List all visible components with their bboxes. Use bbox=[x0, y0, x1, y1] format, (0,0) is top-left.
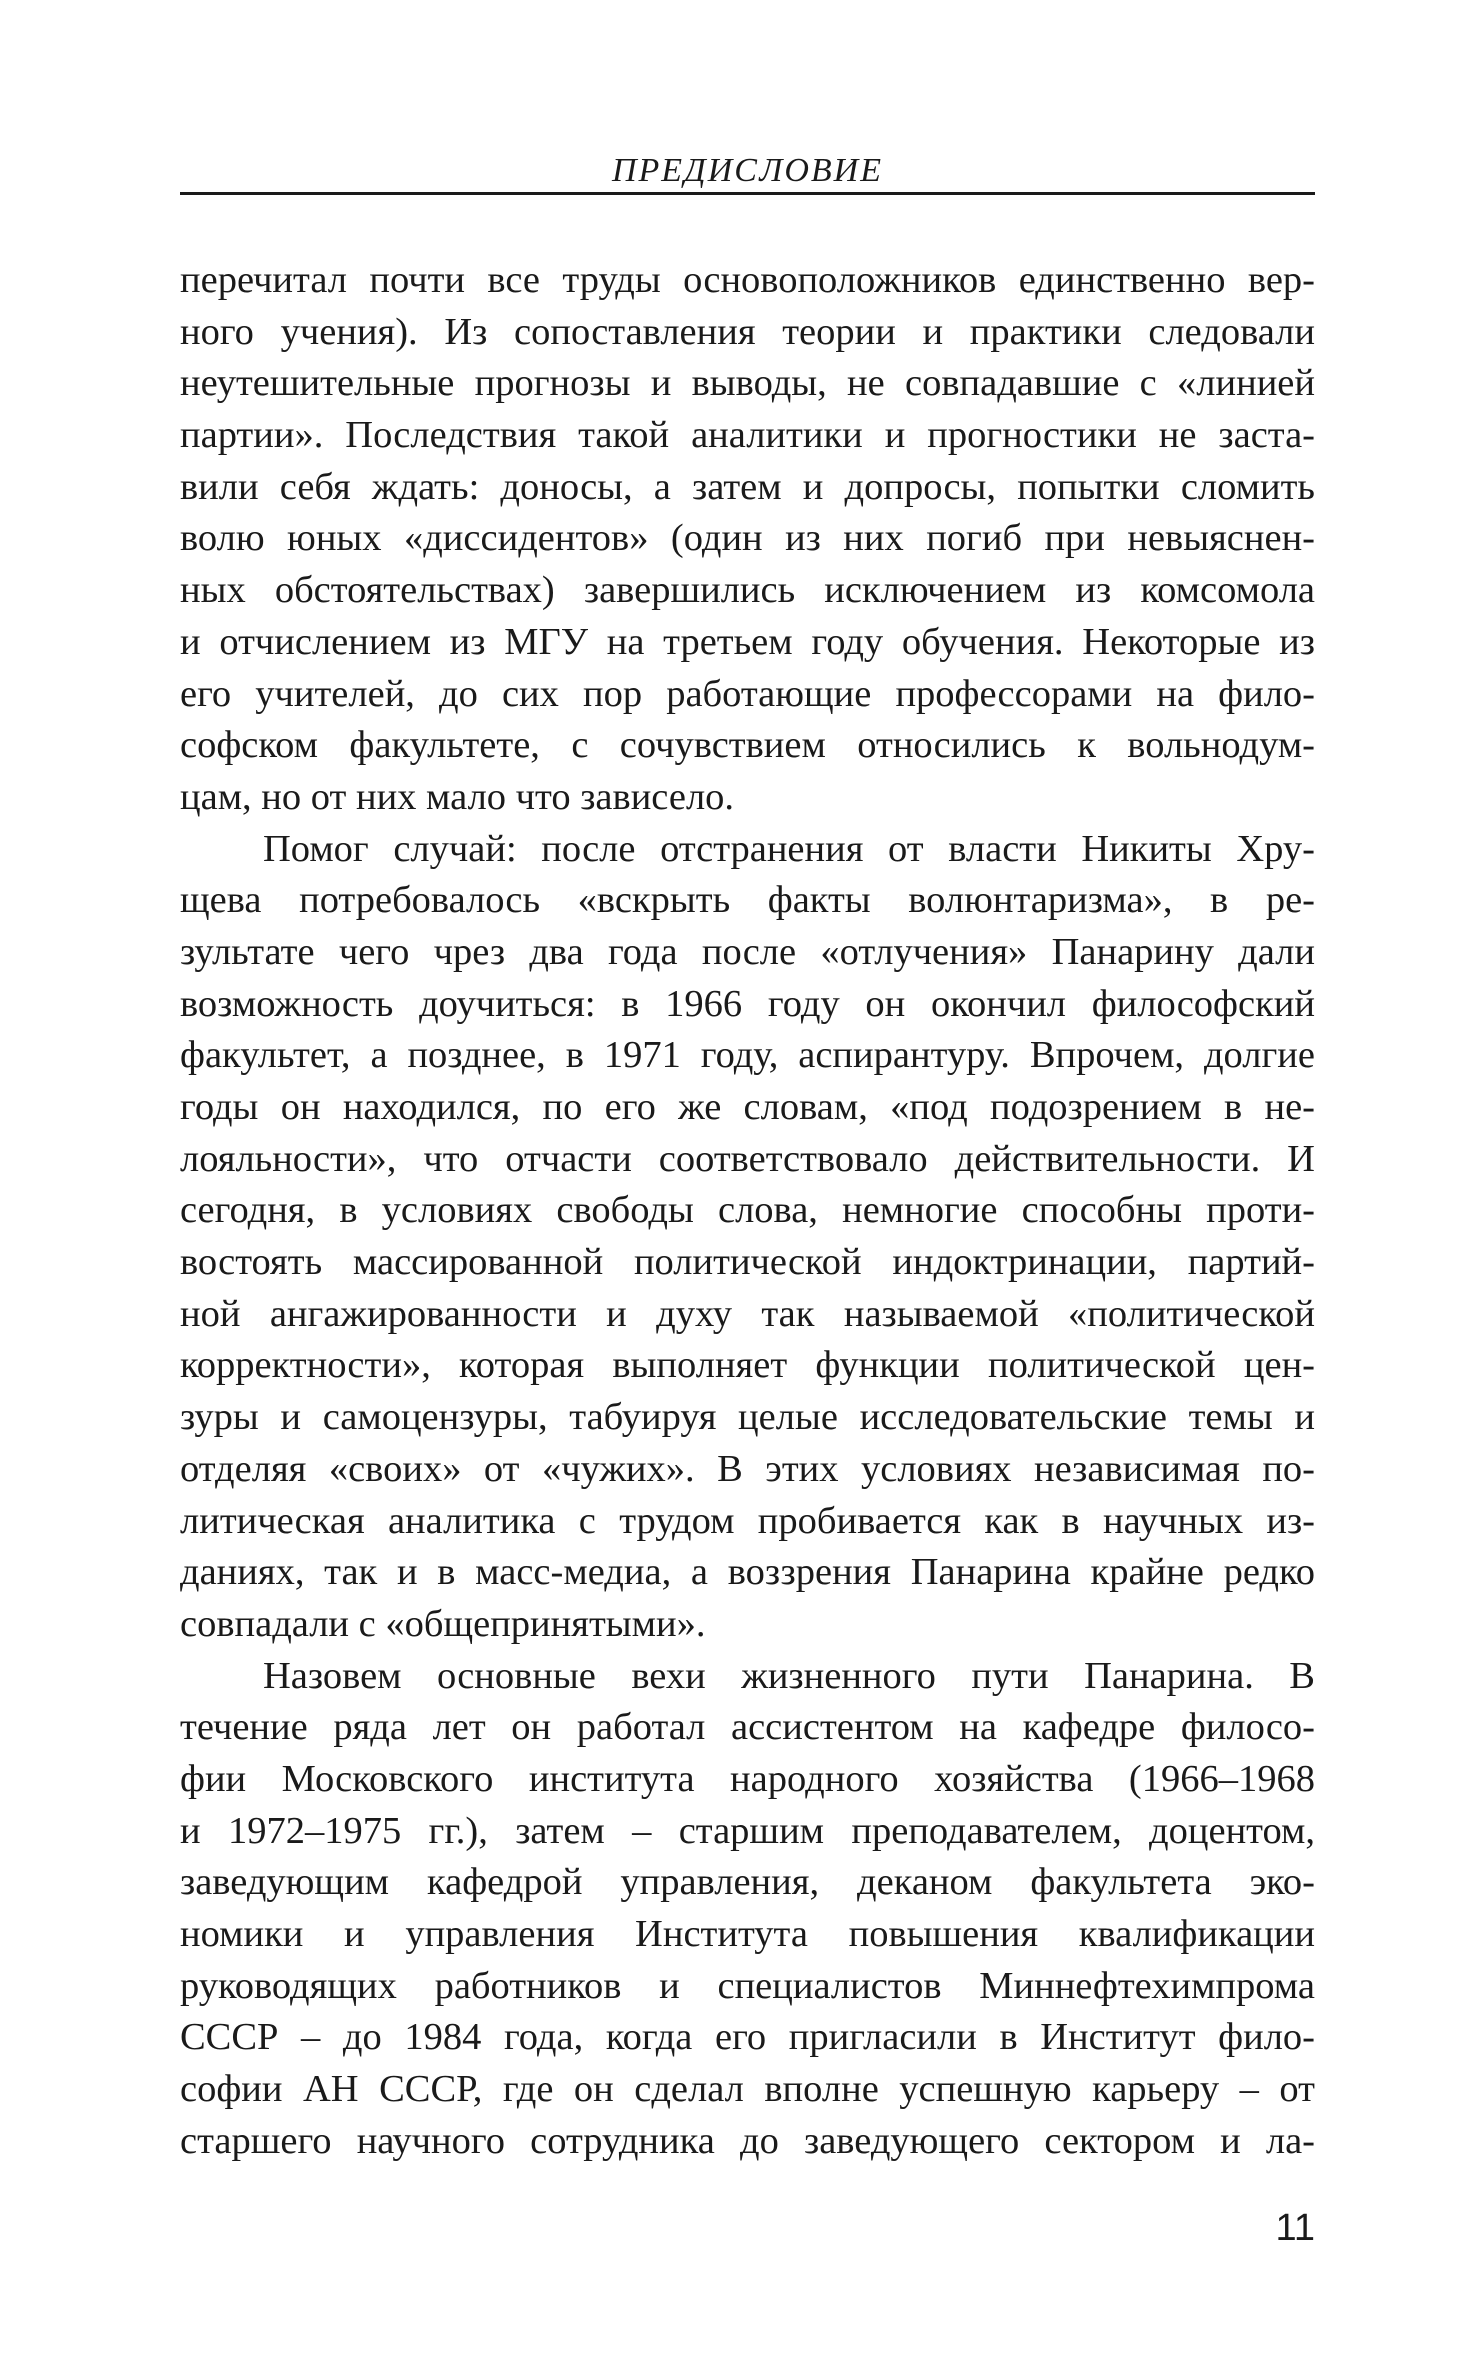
text-line: корректности», которая выполняет функции политической цен- bbox=[180, 1344, 1315, 1387]
text-line: вили себя ждать: доносы, а затем и допросы, попытки сломить bbox=[180, 465, 1315, 508]
text-line: зуры и самоцензуры, табуируя целые исследовательские темы и bbox=[180, 1396, 1315, 1439]
text-line: ной ангажированности и духу так называемой «политической bbox=[180, 1292, 1315, 1335]
text-line: Помог случай: после отстранения от власти Никиты Хру- bbox=[263, 827, 1315, 870]
text-line: сегодня, в условиях свободы слова, немногие способны проти- bbox=[180, 1189, 1315, 1232]
text-line: зультате чего чрез два года после «отлучения» Панарину дали bbox=[180, 930, 1315, 973]
text-line: неутешительные прогнозы и выводы, не совпадавшие с «линией bbox=[180, 362, 1315, 405]
text-line: ных обстоятельствах) завершились исключением из комсомола bbox=[180, 569, 1315, 612]
text-line: ного учения). Из сопоставления теории и практики следовали bbox=[180, 310, 1315, 353]
text-line: и отчислением из МГУ на третьем году обучения. Некоторые из bbox=[180, 620, 1315, 663]
text-line: заведующим кафедрой управления, деканом факультета эко- bbox=[180, 1861, 1315, 1904]
text-line: софском факультете, с сочувствием относились к вольнодум- bbox=[180, 724, 1315, 767]
text-line: годы он находился, по его же словам, «под подозрением в не- bbox=[180, 1086, 1315, 1128]
text-line: номики и управления Института повышения квалификации bbox=[180, 1913, 1315, 1955]
text-line: руководящих работников и специалистов Миннефтехимпрома bbox=[180, 1964, 1315, 2007]
paragraph-3 bbox=[180, 1651, 1315, 2168]
text-line: даниях, так и в масс-медиа, а воззрения Панарина крайне редко bbox=[180, 1551, 1315, 1594]
text-line: щева потребовалось «вскрыть факты волюнтаризма», в ре- bbox=[180, 879, 1315, 922]
paragraph-1 bbox=[180, 255, 1315, 824]
text-line: отделяя «своих» от «чужих». В этих условиях независимая по- bbox=[180, 1447, 1315, 1490]
text-line: совпадали с «общепринятыми». bbox=[180, 1602, 706, 1645]
text-line: партии». Последствия такой аналитики и прогностики не заста- bbox=[180, 414, 1315, 457]
text-line: Назовем основные вехи жизненного пути Панарина. В bbox=[263, 1654, 1315, 1697]
text-line: перечитал почти все труды основоположников единственно вер- bbox=[180, 259, 1315, 301]
text-line: цам, но от них мало что зависело. bbox=[180, 775, 735, 818]
text-line: фии Московского института народного хозяйства (1966–1968 bbox=[180, 1757, 1315, 1800]
text-line: СССР – до 1984 года, когда его пригласили в Институт фило- bbox=[180, 2016, 1315, 2059]
text-line: софии АН СССР, где он сделал вполне успешную карьеру – от bbox=[180, 2068, 1315, 2111]
text-line: лояльности», что отчасти соответствовало действительности. И bbox=[180, 1137, 1315, 1180]
text-line: возможность доучиться: в 1966 году он окончил философский bbox=[180, 982, 1315, 1025]
page-number: 11 bbox=[1275, 2207, 1315, 2249]
text-line: течение ряда лет он работал ассистентом на кафедре филосо- bbox=[180, 1706, 1315, 1749]
text-line: старшего научного сотрудника до заведующего сектором и ла- bbox=[180, 2119, 1315, 2162]
text-line: литическая аналитика с трудом пробивается как в научных из- bbox=[180, 1499, 1315, 1542]
text-line: и 1972–1975 гг.), затем – старшим преподавателем, доцентом, bbox=[180, 1809, 1315, 1852]
body-text bbox=[180, 255, 1315, 2167]
text-line: факультет, а позднее, в 1971 году, аспирантуру. Впрочем, долгие bbox=[180, 1034, 1315, 1077]
paragraph-2 bbox=[180, 824, 1315, 1651]
text-line: востоять массированной политической индоктринации, партий- bbox=[180, 1241, 1315, 1284]
text-line: его учителей, до сих пор работающие профессорами на фило- bbox=[180, 672, 1315, 715]
running-head: ПРЕДИСЛОВИЕ bbox=[180, 150, 1315, 195]
text-line: волю юных «диссидентов» (один из них погиб при невыяснен- bbox=[180, 517, 1315, 560]
